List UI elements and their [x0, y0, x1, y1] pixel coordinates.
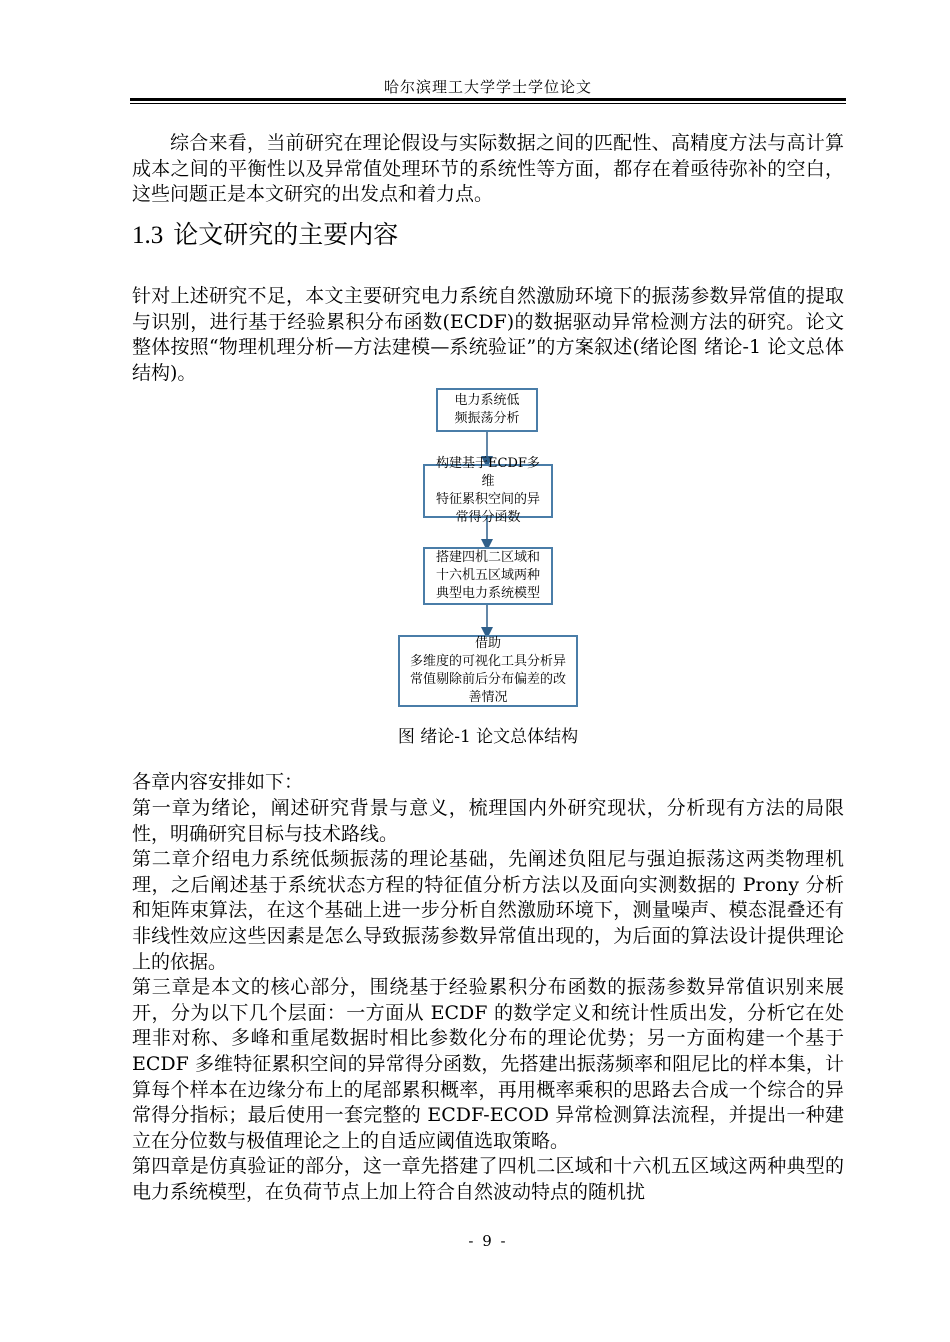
section-number: 1.3: [132, 222, 164, 249]
chapter-list: [132, 796, 844, 1206]
flow-box-2: 构建基于ECDF多维 特征累积空间的异 常得分函数: [423, 464, 553, 518]
chapter-paragraph-3: 第三章是本文的核心部分，围绕基于经验累积分布函数的振荡参数异常值识别来展开，分为以下几个层面：一方面从 ECDF 的数学定义和统计性质出发，分析它在处理非对称、多峰和重尾数据时相比参数化分布的理论优势；另一方面构建一个基于 ECDF 多维特征累积空间的异常得分函数，先搭建出振荡频率和阻尼比的样本集，计算每个样本在边缘分布上的尾部累积概率，再用概率乘积的思路去合成一个综合的异常得分指标；最后使用一套完整的 ECDF-ECOD 异常检测算法流程，并提出一种建立在分位数与极值理论之上的自适应阈值选取策略。: [132, 976, 844, 1152]
page-header-title: 哈尔滨理工大学学士学位论文: [383, 78, 592, 96]
chapter-paragraph-4: 第四章是仿真验证的部分，这一章先搭建了四机二区域和十六机五区域这两种典型的电力系统模型，在负荷节点上加上符合自然波动特点的随机扰: [132, 1155, 844, 1203]
flow-box-3: 搭建四机二区域和 十六机五区域两种 典型电力系统模型: [423, 547, 553, 605]
chapter-paragraph-2: 第二章介绍电力系统低频振荡的理论基础，先阐述负阻尼与强迫振荡这两类物理机理，之后阐述基于系统状态方程的特征值分析方法以及面向实测数据的 Prony 分析和矩阵束算法，在这个基础上进一步分析自然激励环境下，测量噪声、模态混叠还有非线性效应这些因素是怎么导致振荡参数异常值出现的，为后面的算法设计提供理论上的依据。: [132, 848, 844, 973]
section-paragraph: 针对上述研究不足，本文主要研究电力系统自然激励环境下的振荡参数异常值的提取与识别，进行基于经验累积分布函数(ECDF)的数据驱动异常检测方法的研究。论文整体按照“物理机理分析—方法建模—系统验证”的方案叙述(绪论图 绪论-1 论文总体结构)。: [132, 285, 844, 384]
page-number: - 9 -: [468, 1232, 508, 1250]
figure-caption: 图 绪论-1 论文总体结构: [397, 727, 579, 747]
header-rule-thin: [130, 103, 846, 104]
header-rule: [130, 98, 846, 101]
chapter-paragraph-1: 第一章为绪论，阐述研究背景与意义，梳理国内外研究现状，分析现有方法的局限性，明确研究目标与技术路线。: [132, 797, 844, 845]
flow-box-1: 电力系统低 频振荡分析: [436, 388, 538, 432]
flow-box-4: 借助 多维度的可视化工具分析异 常值剔除前后分布偏差的改 善情况: [398, 635, 578, 707]
chapter-intro: 各章内容安排如下：: [132, 771, 304, 793]
section-title: 论文研究的主要内容: [173, 220, 399, 249]
section-heading: [132, 220, 398, 251]
intro-paragraph: 综合来看，当前研究在理论假设与实际数据之间的匹配性、高精度方法与高计算成本之间的平衡性以及异常值处理环节的系统性等方面，都存在着亟待弥补的空白，这些问题正是本文研究的出发点和着力点。: [132, 132, 844, 206]
